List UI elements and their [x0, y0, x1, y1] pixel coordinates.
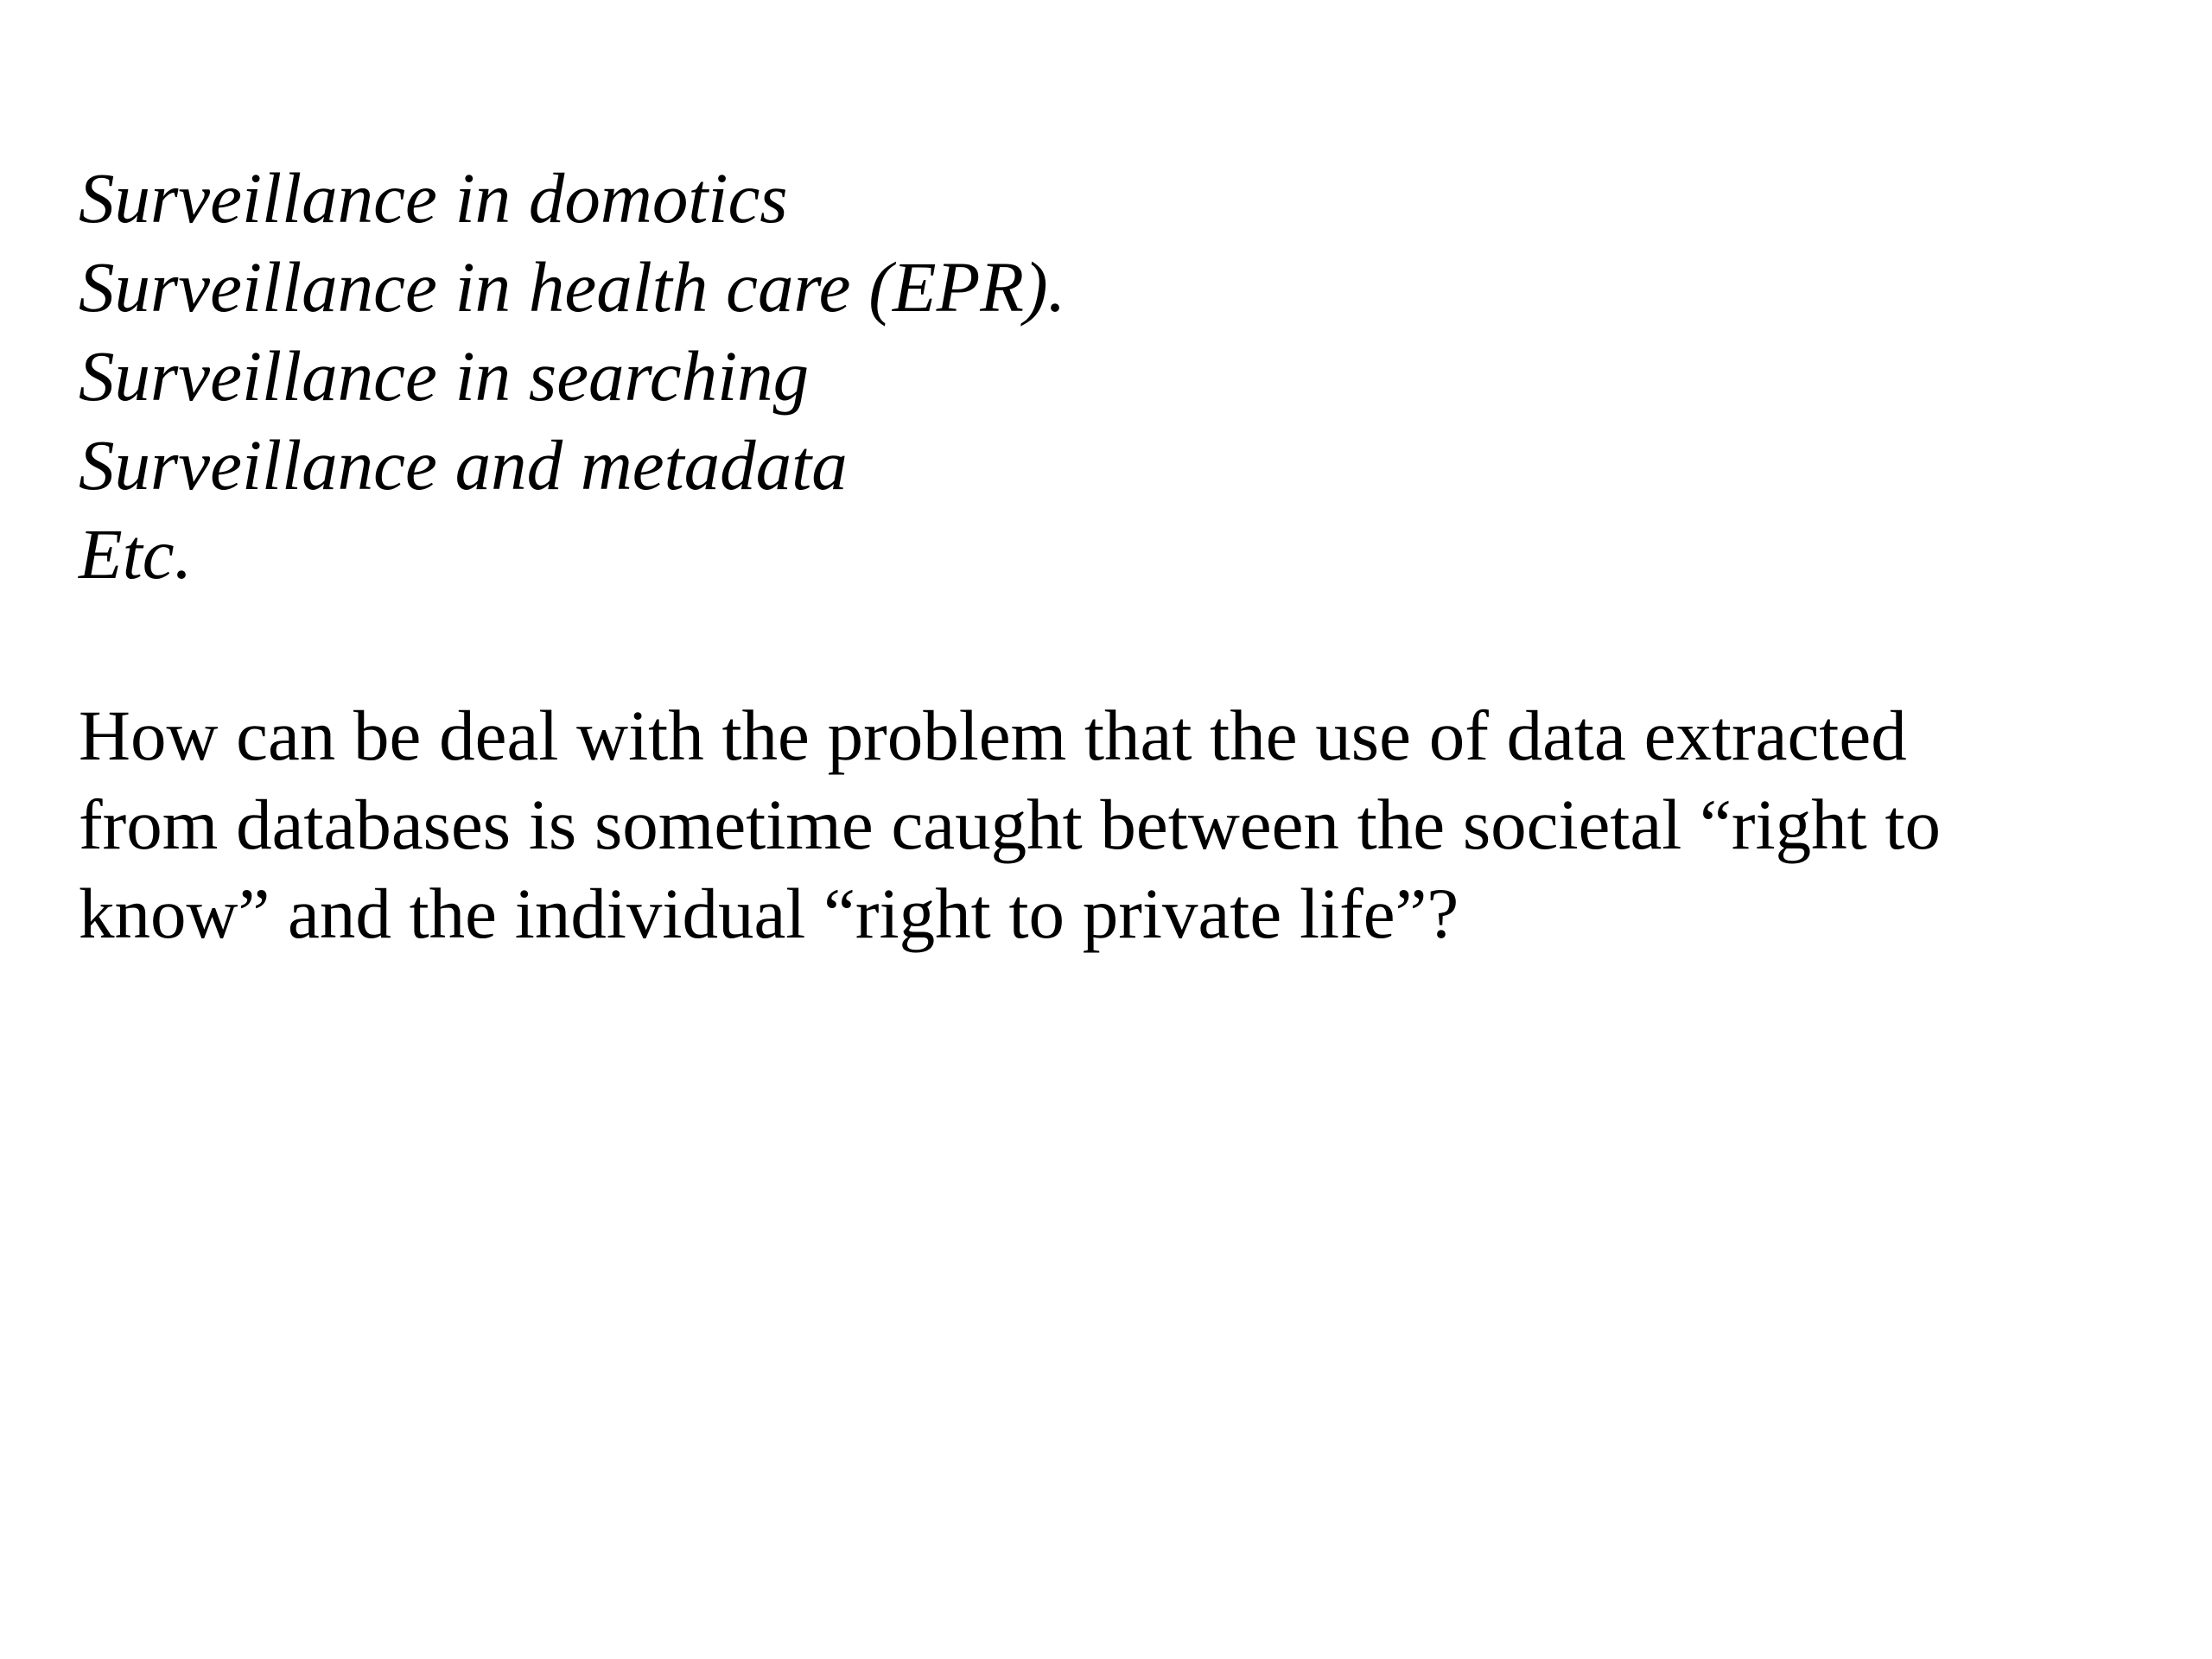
- question-line: know” and the individual “right to private life”?: [79, 874, 1459, 953]
- topic-item: Etc.: [79, 514, 193, 594]
- question-paragraph: [79, 691, 2135, 958]
- topic-item: Surveillance in domotics: [79, 158, 788, 238]
- topic-list: [79, 154, 2066, 599]
- topic-item: Surveillance in searching: [79, 336, 810, 416]
- question-line: How can be deal with the problem that the use of data extracted: [79, 696, 1907, 775]
- question-line: from databases is sometime caught between the societal “right to: [79, 785, 1942, 864]
- topic-item: Surveillance and metadata: [79, 425, 848, 505]
- topic-item: Surveillance in health care (EPR).: [79, 247, 1066, 327]
